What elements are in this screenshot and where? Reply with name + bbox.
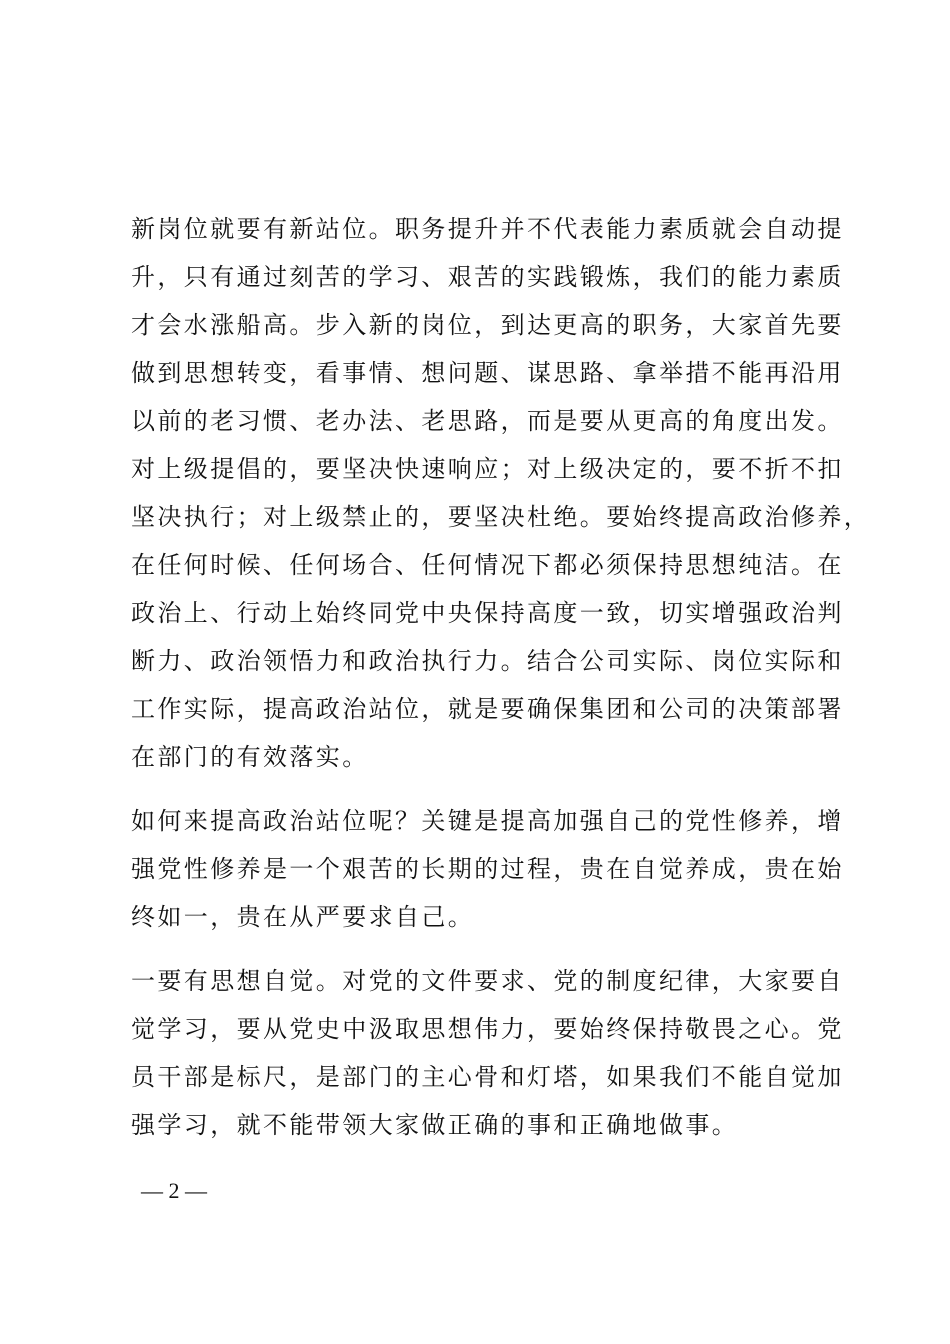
text-line: 一要有思想自觉。对党的文件要求、党的制度纪律，大家要自 [131,967,844,995]
text-line: 以前的老习惯、老办法、老思路，而是要从更高的角度出发。 [131,407,844,435]
text-line: 如何来提高政治站位呢？关键是提高加强自己的党性修养，增 [131,807,844,835]
text-line: 终如一，贵在从严要求自己。 [131,903,475,931]
text-line: 政治上、行动上始终同党中央保持高度一致，切实增强政治判 [131,599,844,627]
text-line: 才会水涨船高。步入新的岗位，到达更高的职务，大家首先要 [131,311,844,339]
text-line: 在部门的有效落实。 [131,743,369,771]
text-line: 坚决执行；对上级禁止的，要坚决杜绝。要始终提高政治修养， [131,503,871,531]
text-line: 断力、政治领悟力和政治执行力。结合公司实际、岗位实际和 [131,647,844,675]
text-line: 强学习，就不能带领大家做正确的事和正确地做事。 [131,1111,739,1139]
text-line: 做到思想转变，看事情、想问题、谋思路、拿举措不能再沿用 [131,359,844,387]
text-line: 工作实际，提高政治站位，就是要确保集团和公司的决策部署 [131,695,844,723]
text-line: 对上级提倡的，要坚决快速响应；对上级决定的，要不折不扣 [131,455,844,483]
text-line: 在任何时候、任何场合、任何情况下都必须保持思想纯洁。在 [131,551,844,579]
text-line: 强党性修养是一个艰苦的长期的过程，贵在自觉养成，贵在始 [131,855,844,883]
text-line: 升，只有通过刻苦的学习、艰苦的实践锻炼，我们的能力素质 [131,263,844,291]
text-line: 觉学习，要从党史中汲取思想伟力，要始终保持敬畏之心。党 [131,1015,844,1043]
text-line: 新岗位就要有新站位。职务提升并不代表能力素质就会自动提 [131,215,844,243]
text-line: 员干部是标尺，是部门的主心骨和灯塔，如果我们不能自觉加 [131,1063,844,1091]
page-number: — 2 — [141,1178,207,1203]
